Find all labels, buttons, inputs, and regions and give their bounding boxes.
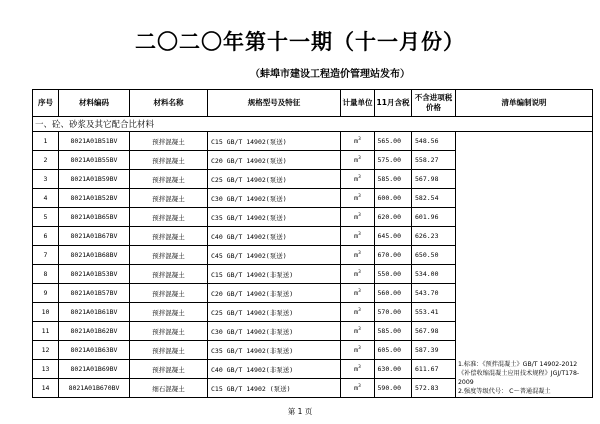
row-price-tax: 630.00	[375, 360, 412, 379]
row-price-notax: 601.96	[412, 208, 456, 227]
unit-symbol: m	[354, 175, 359, 184]
row-price-tax: 560.00	[375, 284, 412, 303]
row-material-name: 细石混凝土	[130, 379, 208, 398]
unit-exponent: 3	[358, 288, 361, 294]
row-material-name: 预拌混凝土	[130, 189, 208, 208]
row-spec: C25 GB/T 14902(非泵送)	[208, 303, 341, 322]
unit-symbol: m	[354, 308, 359, 317]
row-material-code: 8021A01B52BV	[59, 189, 130, 208]
unit-symbol: m	[354, 251, 359, 260]
row-price-notax: 650.50	[412, 246, 456, 265]
row-material-code: 8021A01B61BV	[59, 303, 130, 322]
row-price-notax: 572.83	[412, 379, 456, 398]
unit-exponent: 3	[358, 326, 361, 332]
row-unit	[341, 189, 375, 208]
unit-exponent: 3	[358, 345, 361, 351]
row-seq: 1	[33, 132, 59, 151]
row-price-notax: 567.98	[412, 170, 456, 189]
row-seq: 2	[33, 151, 59, 170]
row-unit	[341, 246, 375, 265]
row-material-name: 预拌混凝土	[130, 227, 208, 246]
row-material-name: 预拌混凝土	[130, 284, 208, 303]
row-price-tax: 575.00	[375, 151, 412, 170]
row-material-name: 预拌混凝土	[130, 132, 208, 151]
note-line: 2.强度等级代号： C～普通混凝土	[458, 388, 551, 395]
price-table	[32, 89, 593, 398]
row-price-notax: 626.23	[412, 227, 456, 246]
row-material-code: 8021A01B69BV	[59, 360, 130, 379]
row-price-tax: 600.00	[375, 189, 412, 208]
unit-exponent: 3	[358, 212, 361, 218]
row-unit	[341, 322, 375, 341]
row-seq: 5	[33, 208, 59, 227]
row-price-notax: 548.56	[412, 132, 456, 151]
row-seq: 13	[33, 360, 59, 379]
row-seq: 11	[33, 322, 59, 341]
row-price-tax: 550.00	[375, 265, 412, 284]
row-material-name: 预拌混凝土	[130, 151, 208, 170]
row-material-code: 8021A01B59BV	[59, 170, 130, 189]
row-material-code: 8021A01B53BV	[59, 265, 130, 284]
unit-symbol: m	[354, 232, 359, 241]
header-price-tax: 11月含税	[375, 90, 412, 117]
row-seq: 14	[33, 379, 59, 398]
row-spec: C45 GB/T 14902(泵送)	[208, 246, 341, 265]
header-price-notax: 不含进项税价格	[412, 90, 456, 117]
row-material-code: 8021A01B62BV	[59, 322, 130, 341]
row-price-tax: 570.00	[375, 303, 412, 322]
unit-exponent: 3	[358, 193, 361, 199]
row-price-tax: 605.00	[375, 341, 412, 360]
unit-symbol: m	[354, 346, 359, 355]
row-unit	[341, 227, 375, 246]
row-material-code: 8021A01B67BV	[59, 227, 130, 246]
row-material-name: 预拌混凝土	[130, 208, 208, 227]
row-price-tax: 585.00	[375, 322, 412, 341]
section-title: 一、砼、砂浆及其它配合比材料	[33, 117, 593, 132]
unit-symbol: m	[354, 270, 359, 279]
row-price-tax: 565.00	[375, 132, 412, 151]
row-seq: 9	[33, 284, 59, 303]
row-spec: C15 GB/T 14902 (泵送)	[208, 379, 341, 398]
row-price-tax: 620.00	[375, 208, 412, 227]
row-unit	[341, 170, 375, 189]
row-price-notax: 553.41	[412, 303, 456, 322]
row-price-notax: 582.54	[412, 189, 456, 208]
row-price-tax: 645.00	[375, 227, 412, 246]
unit-symbol: m	[354, 156, 359, 165]
unit-exponent: 3	[358, 174, 361, 180]
row-seq: 4	[33, 189, 59, 208]
unit-exponent: 3	[358, 136, 361, 142]
row-material-name: 预拌混凝土	[130, 265, 208, 284]
row-unit	[341, 265, 375, 284]
unit-symbol: m	[354, 384, 359, 393]
unit-symbol: m	[354, 289, 359, 298]
table-row	[33, 132, 593, 151]
row-unit	[341, 360, 375, 379]
unit-exponent: 3	[358, 364, 361, 370]
row-spec: C30 GB/T 14902(泵送)	[208, 189, 341, 208]
row-material-name: 预拌混凝土	[130, 322, 208, 341]
row-spec: C20 GB/T 14902(非泵送)	[208, 284, 341, 303]
row-price-tax: 590.00	[375, 379, 412, 398]
row-material-code: 8021A01B63BV	[59, 341, 130, 360]
header-unit: 计量单位	[341, 90, 375, 117]
row-spec: C40 GB/T 14902(泵送)	[208, 227, 341, 246]
row-price-notax: 567.98	[412, 322, 456, 341]
unit-exponent: 3	[358, 250, 361, 256]
row-spec: C20 GB/T 14902(泵送)	[208, 151, 341, 170]
unit-exponent: 3	[358, 231, 361, 237]
unit-symbol: m	[354, 327, 359, 336]
row-material-name: 预拌混凝土	[130, 360, 208, 379]
row-material-name: 预拌混凝土	[130, 170, 208, 189]
row-seq: 3	[33, 170, 59, 189]
row-material-code: 8021A01B51BV	[59, 132, 130, 151]
row-spec: C35 GB/T 14902(非泵送)	[208, 341, 341, 360]
row-spec: C25 GB/T 14902(泵送)	[208, 170, 341, 189]
row-material-code: 8021A01B68BV	[59, 246, 130, 265]
row-seq: 8	[33, 265, 59, 284]
row-unit	[341, 132, 375, 151]
header-notes: 清单编制说明	[456, 90, 593, 117]
row-price-notax: 543.70	[412, 284, 456, 303]
table-header-row	[33, 90, 593, 117]
page-number: 第 1 页	[287, 407, 313, 416]
notes-cell	[456, 132, 593, 398]
row-spec: C15 GB/T 14902(非泵送)	[208, 265, 341, 284]
row-price-notax: 534.00	[412, 265, 456, 284]
unit-symbol: m	[354, 194, 359, 203]
row-unit	[341, 284, 375, 303]
row-unit	[341, 341, 375, 360]
section-row	[33, 117, 593, 132]
row-unit	[341, 151, 375, 170]
header-code: 材料编码	[59, 90, 130, 117]
row-seq: 6	[33, 227, 59, 246]
row-spec: C40 GB/T 14902(非泵送)	[208, 360, 341, 379]
row-price-notax: 558.27	[412, 151, 456, 170]
note-line: 1.标准：《预拌混凝土》GB/T 14902-2012	[458, 361, 578, 368]
unit-symbol: m	[354, 365, 359, 374]
row-price-notax: 587.39	[412, 341, 456, 360]
unit-exponent: 3	[358, 307, 361, 313]
row-material-code: 8021A01B670BV	[59, 379, 130, 398]
row-seq: 7	[33, 246, 59, 265]
row-spec: C15 GB/T 14902(泵送)	[208, 132, 341, 151]
row-material-code: 8021A01B65BV	[59, 208, 130, 227]
row-unit	[341, 303, 375, 322]
header-name: 材料名称	[130, 90, 208, 117]
row-spec: C35 GB/T 14902(泵送)	[208, 208, 341, 227]
row-price-tax: 585.00	[375, 170, 412, 189]
row-material-name: 预拌混凝土	[130, 303, 208, 322]
row-material-code: 8021A01B55BV	[59, 151, 130, 170]
unit-exponent: 3	[358, 269, 361, 275]
row-material-name: 预拌混凝土	[130, 246, 208, 265]
unit-symbol: m	[354, 137, 359, 146]
row-spec: C30 GB/T 14902(非泵送)	[208, 322, 341, 341]
row-unit	[341, 379, 375, 398]
publisher-subtitle: （蚌埠市建设工程造价管理站发布）	[250, 69, 410, 80]
row-price-notax: 611.67	[412, 360, 456, 379]
unit-exponent: 3	[358, 383, 361, 389]
note-line: 《补偿收缩混凝土应用技术规程》JGJ/T178-2009	[458, 370, 580, 386]
row-material-code: 8021A01B57BV	[59, 284, 130, 303]
unit-exponent: 3	[358, 155, 361, 161]
row-seq: 12	[33, 341, 59, 360]
header-spec: 规格型号及特征	[208, 90, 341, 117]
header-seq: 序号	[33, 90, 59, 117]
row-price-tax: 670.00	[375, 246, 412, 265]
page-title: 二〇二〇年第十一期（十一月份）	[135, 29, 465, 54]
row-unit	[341, 208, 375, 227]
unit-symbol: m	[354, 213, 359, 222]
row-seq: 10	[33, 303, 59, 322]
row-material-name: 预拌混凝土	[130, 341, 208, 360]
